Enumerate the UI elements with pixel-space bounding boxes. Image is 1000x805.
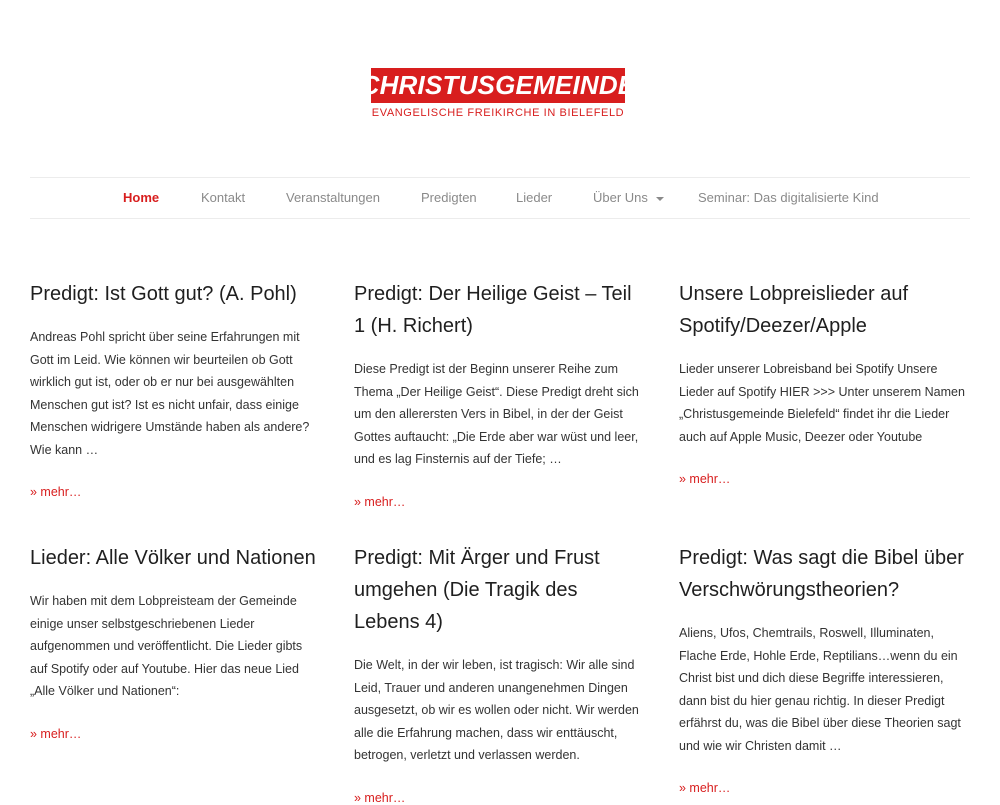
nav-item-veranstaltungen[interactable]: Veranstaltungen (286, 190, 380, 205)
nav-item-lieder[interactable]: Lieder (516, 190, 553, 205)
chevron-down-icon (656, 197, 664, 201)
read-more-link[interactable]: » mehr… (354, 494, 406, 509)
post-title[interactable]: Predigt: Ist Gott gut? (A. Pohl) (30, 283, 297, 305)
nav-item-ueber-uns[interactable] (593, 190, 664, 205)
post-excerpt: Aliens, Ufos, Chemtrails, Roswell, Illuminaten, Flache Erde, Hohle Erde, Reptilians…wenn du ein Christ bist und dich diese Begriffe interessieren, dann bist du hier genau richtig. In dieser Predigt erfährst du, was die Bibel über diese Theorien sagt und wie wir Christen damit … (679, 626, 961, 753)
nav-item-predigten[interactable]: Predigten (421, 190, 477, 205)
post-card (30, 542, 322, 741)
main-navigation (30, 177, 970, 219)
post-card (30, 278, 322, 499)
nav-item-seminar[interactable]: Seminar: Das digitalisierte Kind (698, 190, 879, 205)
post-excerpt: Wir haben mit dem Lobpreisteam der Gemeinde einige unser selbstgeschriebenen Lieder aufgenommen und veröffentlicht. Die Lieder gibts auf Spotify oder auf Youtube. Hier das neue Lied „Alle Völker und Nationen“: (30, 594, 303, 698)
post-excerpt: Andreas Pohl spricht über seine Erfahrungen mit Gott im Leid. Wie können wir beurteilen ob Gott wirklich gut ist, oder ob er nur bei ausgewählten Menschen gut ist? Ist es nicht unfair, dass einige Menschen widrigere Umstände haben als andere? Wie kann … (30, 330, 310, 457)
post-card (354, 278, 646, 509)
post-title[interactable]: Unsere Lobpreislieder auf Spotify/Deezer/Apple (679, 283, 909, 337)
post-title[interactable]: Predigt: Der Heilige Geist – Teil 1 (H. Richert) (354, 283, 632, 337)
post-title[interactable]: Predigt: Was sagt die Bibel über Verschwörungstheorien? (679, 547, 964, 601)
post-excerpt: Die Welt, in der wir leben, ist tragisch: Wir alle sind Leid, Trauer und anderen unangenehmen Dingen ausgesetzt, ob wir es wollen oder nicht. Wir werden alle die Erfahrung machen, dass wir enttäuscht, betrogen, verletzt und verlassen werden. (354, 658, 639, 762)
read-more-link[interactable]: » mehr… (679, 781, 731, 795)
post-card (354, 542, 646, 805)
nav-item-ueber-uns-label: Über Uns (593, 190, 648, 205)
read-more-link[interactable]: » mehr… (30, 726, 82, 741)
nav-item-home[interactable]: Home (123, 190, 160, 205)
logo-title: CHRISTUSGEMEINDE (371, 68, 625, 103)
post-excerpt: Diese Predigt ist der Beginn unserer Reihe zum Thema „Der Heilige Geist“. Diese Predigt dreht sich um den allerersten Vers in Bibel, in der der Geist Gottes auftaucht: „Die Erde aber war wüst und leer, und es lag Finsternis auf der Tiefe; … (354, 362, 639, 466)
read-more-link[interactable]: » mehr… (354, 790, 406, 805)
read-more-link[interactable]: » mehr… (30, 485, 82, 499)
post-card (679, 278, 971, 486)
post-card (679, 542, 971, 795)
post-title[interactable]: Predigt: Mit Ärger und Frust umgehen (Die Tragik des Lebens 4) (354, 547, 600, 633)
post-excerpt: Lieder unserer Lobreisband bei Spotify Unsere Lieder auf Spotify HIER >>> Unter unserem Namen „Christusgemeinde Bielefeld“ findet ihr die Lieder auch auf Apple Music, Deezer oder Youtube (679, 362, 965, 444)
nav-item-kontakt[interactable]: Kontakt (201, 190, 246, 205)
read-more-link[interactable]: » mehr… (679, 472, 731, 486)
logo-subtitle: EVANGELISCHE FREIKIRCHE IN BIELEFELD (371, 107, 625, 119)
site-logo[interactable] (360, 68, 636, 119)
post-title[interactable]: Lieder: Alle Völker und Nationen (30, 547, 316, 569)
